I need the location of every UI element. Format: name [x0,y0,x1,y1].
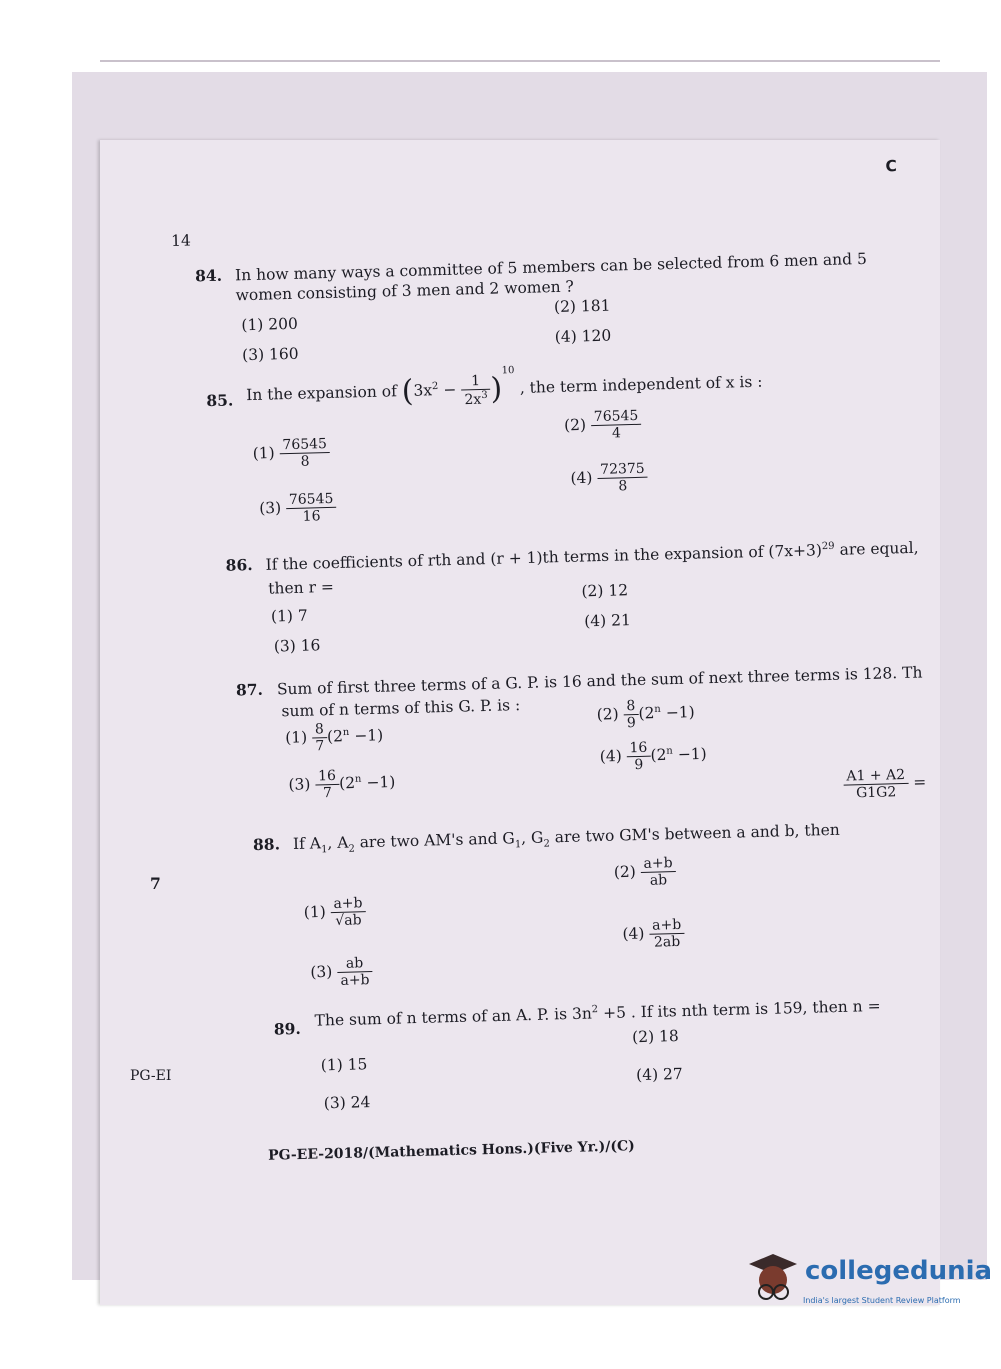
question-84-text-line2: women consisting of 3 men and 2 women ? [235,277,575,305]
logo-tagline: India's largest Student Review Platform [803,1296,961,1305]
question-84-number: 84. [194,265,223,286]
question-87-text-line2: sum of n terms of this G. P. is : [281,696,521,721]
question-84-option-3[interactable]: (3) 160 [241,344,299,365]
question-87-option-1[interactable]: (1) $\frac{8}{7}$ $(2^n -1)$ [284,721,384,755]
margin-number: 7 [150,874,161,893]
question-86-text-line2: then r = [268,577,335,598]
question-86-option-4[interactable]: (4) 21 [584,611,632,631]
question-88-option-2[interactable]: (2) $\frac{a+b}{ab}$ [613,855,676,890]
question-86-text-line1: If the coefficients of rth and (r + 1)th terms in the expansion of $(7x+3)^{29}$ are equal, [265,538,919,574]
question-85-option-1[interactable]: (1) $\frac{76545}{8}$ [252,436,330,471]
question-89-option-3[interactable]: (3) 24 [323,1093,371,1113]
question-87-option-3[interactable]: (3) $\frac{16}{7}$ $(2^n -1)$ [288,767,396,802]
question-89-option-4[interactable]: (4) 27 [635,1064,683,1085]
question-88-option-1[interactable]: (1) $\frac{a+b}{√ab}$ [303,895,366,930]
question-87-number: 87. [235,679,264,700]
question-85-option-2[interactable]: (2) $\frac{76545}{4}$ [564,408,642,443]
mascot-icon [745,1250,803,1312]
question-85-option-3[interactable]: (3) $\frac{76545}{16}$ [259,491,337,526]
question-85-option-4[interactable]: (4) $\frac{72375}{8}$ [570,461,648,496]
question-89-option-2[interactable]: (2) 18 [631,1027,679,1047]
question-85-number: 85. [206,390,234,411]
question-87-option-2[interactable]: (2) $\frac{8}{9}$ $(2^n -1)$ [596,698,695,732]
logo-name: collegedunia [805,1256,993,1286]
question-89-number: 89. [273,1018,302,1039]
question-87-text-line1: Sum of first three terms of a G. P. is 16 and the sum of next three terms is 128. Th [276,663,923,699]
question-84-text-line1: In how many ways a committee of 5 members can be selected from 6 men and 5 [234,249,868,285]
question-88-option-4[interactable]: (4) $\frac{a+b}{2ab}$ [622,917,685,952]
question-84-option-2[interactable]: (2) 181 [553,296,611,317]
question-86-option-1[interactable]: (1) 7 [270,606,308,626]
margin-code: PG-EI [130,1068,172,1084]
question-86-number: 86. [225,555,253,575]
question-85-text: In the expansion of ($3x^2$ − $\frac{1}{2x^3}$ )$^{10}$ , the term independent of x is : [245,364,763,410]
question-89-text: The sum of n terms of an A. P. is $3n^2 +5$ . If its nth term is 159, then n = [314,996,881,1030]
question-88-text: If $A_1$, $A_2$ are two AM's and $G_1$, $G_2$ are two GM's between a and b, then [292,820,840,856]
question-84-option-4[interactable]: (4) 120 [554,326,612,347]
question-89-option-1[interactable]: (1) 15 [320,1055,368,1075]
question-86-option-3[interactable]: (3) 16 [273,636,321,656]
question-87-option-4[interactable]: (4) $\frac{16}{9}$ $(2^n -1)$ [599,739,707,774]
booklet-code: C [885,157,898,176]
page-footer: PG-EE-2018/(Mathematics Hons.)(Five Yr.)/(C) [267,1138,635,1164]
collegedunia-logo [745,1250,993,1320]
question-88-option-3[interactable]: (3) $\frac{ab}{a+b}$ [310,955,373,990]
question-84-option-1[interactable]: (1) 200 [241,314,299,335]
question-88-ratio: $\frac{A1 + A2}{G1G2}$ = [843,766,926,801]
page-number: 14 [170,231,192,251]
question-86-option-2[interactable]: (2) 12 [581,581,629,601]
question-88-number: 88. [252,834,281,855]
